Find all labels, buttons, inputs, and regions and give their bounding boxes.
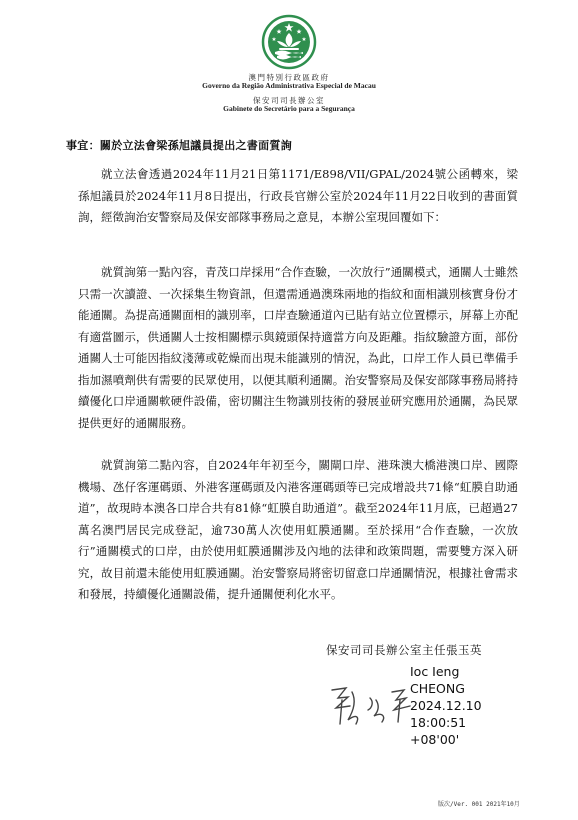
handwritten-signature (326, 680, 416, 730)
paragraph-intro: 就立法會透過2024年11月21日第1171/E898/VII/GPAL/2024號公函轉來，梁孫旭議員於2024年11月8日提出，行政長官辦公室於2024年11月22日收到的書面質詢，經徵詢治安警察局及保安部隊事務局之意見，本辦公室現回覆如下： (78, 167, 518, 224)
org-name-pt: Governo da Região Administrativa Especial de Macau (202, 81, 376, 90)
org-name-zh: 澳門特別行政區政府 (248, 73, 330, 82)
macau-emblem (261, 14, 317, 70)
paragraph-point-2: 就質詢第二點內容，自2024年年初至今，關閘口岸、港珠澳大橋港澳口岸、國際機場、氹仔客運碼頭、外港客運碼頭及內港客運碼頭等已完成增設共71條“虹膜自助通道”，故現時本澳各口岸合共有81條“虹膜自助通道”。截至2024年11月底，已超過27萬名澳門居民完成登記，逾730萬人次使用虹膜通關。至於採用“合作查驗，一次放行”通關模式的口岸，由於使用虹膜通關涉及內地的法律和政策問題，需要雙方深入研究，故目前還未能使用虹膜通關。治安警察局將密切留意口岸通關情況，根據社會需求和發展，持續優化通關設備，提升通關便利化水平。 (78, 458, 518, 601)
digital-signature-time: 18:00:51 (410, 715, 467, 730)
digital-signature-date: 2024.12.10 (410, 698, 482, 713)
paragraph-point-1: 就質詢第一點內容，青茂口岸採用“合作查驗，一次放行”通關模式，通關人士雖然只需一次讀證、一次採集生物資訊，但還需通過澳珠兩地的指紋和面相識別核實身份才能通關。為提高通關面相的識別率，口岸查驗通道內已貼有站立位置標示，屏幕上亦配有適當圖示，供通關人士按相關標示與鏡頭保持適當方向及距離。指紋驗證方面，部份通關人士可能因指紋淺薄或乾燥而出現未能識別的情況，為此，口岸工作人員已準備手指加濕噴劑供有需要的民眾使用，以便其順利通關。治安警察局及保安部隊事務局將持續優化口岸通關軟硬件設備，密切關注生物識別技術的發展並研究應用於通關，為民眾提供更好的通關服務。 (78, 265, 518, 430)
footer-version: 版次/Ver. 001 2021年10月 (438, 801, 520, 808)
signatory-title: 保安司司長辦公室主任張玉英 (326, 643, 482, 657)
digital-signature-timezone: +08'00' (410, 732, 460, 747)
document-subject: 事宜：關於立法會梁孫旭議員提出之書面質詢 (66, 139, 292, 152)
digital-signature-name-2: CHEONG (410, 681, 465, 696)
office-name-pt: Gabinete do Secretário para a Segurança (223, 104, 355, 113)
office-name-zh: 保安司司長辦公室 (253, 96, 325, 105)
digital-signature-name-1: Ioc Ieng (410, 664, 460, 679)
digital-signature-block (410, 663, 482, 748)
